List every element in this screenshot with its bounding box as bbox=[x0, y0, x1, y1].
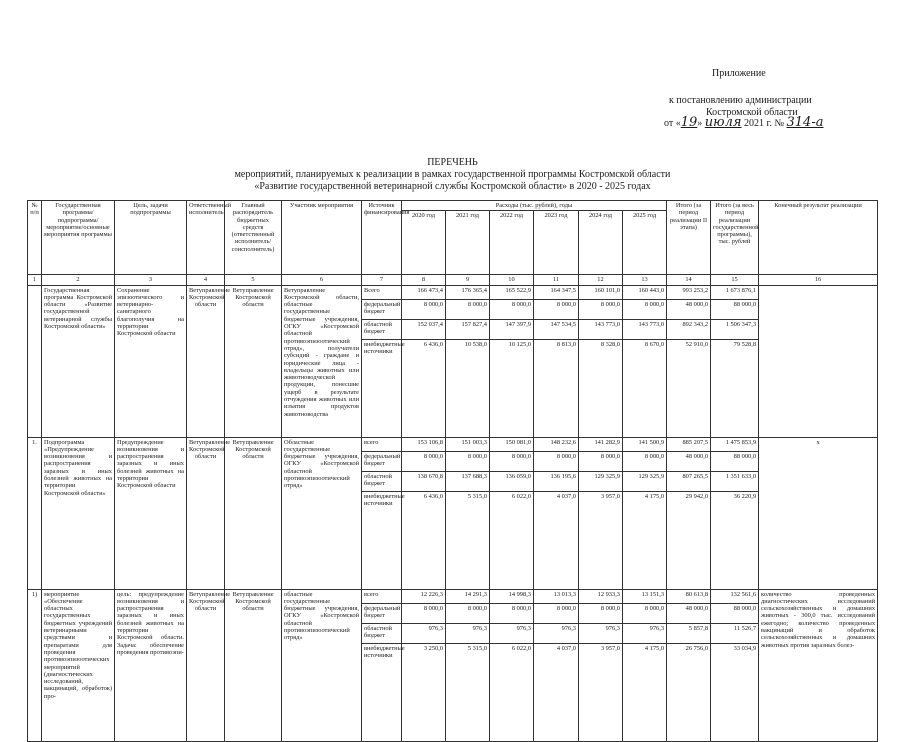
section-num: 1) bbox=[28, 589, 42, 741]
expense-value: 976,3 bbox=[402, 623, 446, 643]
expense-value: 8 000,0 bbox=[623, 299, 667, 319]
expense-value: 5 315,0 bbox=[446, 491, 490, 589]
expense-value: 136 059,0 bbox=[490, 471, 534, 491]
expense-value: 11 526,7 bbox=[711, 623, 759, 643]
expense-value: 10 125,0 bbox=[490, 339, 534, 437]
expense-value: 129 325,9 bbox=[623, 471, 667, 491]
funding-source: всего bbox=[362, 437, 402, 451]
expense-value: 8 000,0 bbox=[490, 603, 534, 623]
table-row bbox=[28, 437, 878, 451]
funding-source: внебюджетные источники bbox=[362, 643, 402, 741]
hdr-total-stage2: Итого (за период реализации II этапа) bbox=[667, 201, 711, 275]
section-goal: Сохранение эпизоотического и ветеринарно-санитарного благополучия на территории Костромской области bbox=[115, 285, 187, 437]
expense-value: 147 534,5 bbox=[534, 319, 579, 339]
funding-source: Всего bbox=[362, 285, 402, 299]
expense-value: 1 351 633,0 bbox=[711, 471, 759, 491]
expense-value: 8 000,0 bbox=[579, 299, 623, 319]
date-mid: » bbox=[697, 118, 703, 129]
hdr-source: Источник финансирования bbox=[362, 201, 402, 275]
expense-value: 79 528,8 bbox=[711, 339, 759, 437]
expense-value: 136 195,6 bbox=[534, 471, 579, 491]
column-number: 11 bbox=[534, 275, 579, 285]
funding-source: федеральный бюджет bbox=[362, 299, 402, 319]
column-number: 15 bbox=[711, 275, 759, 285]
doc-subtitle-1: мероприятий, планируемых к реализации в рамках государственной программы Костромской области bbox=[234, 169, 671, 180]
column-number: 13 bbox=[623, 275, 667, 285]
section-num: 1. bbox=[28, 437, 42, 589]
section-result: количество проведенных диагностических исследований сельскохозяйственных и домашних животных - 300,0 тыс. исследований ежегодно; количество проведенных вакцинаций и обработок сельскохозяйственных и домашних животных против заразных болез- bbox=[759, 589, 878, 741]
expense-value: 138 670,8 bbox=[402, 471, 446, 491]
hdr-goal: Цель, задачи подпрограммы bbox=[115, 201, 187, 275]
expense-value: 132 561,6 bbox=[711, 589, 759, 603]
hdr-year-5: 2024 год bbox=[579, 211, 623, 275]
section-executor: Ветуправление Костромской области bbox=[187, 589, 225, 741]
column-numbers-row bbox=[28, 275, 878, 285]
hdr-name: Государственная программа/ подпрограмма/мероприятие/основные мероприятия программы bbox=[42, 201, 115, 275]
expense-value: 153 106,8 bbox=[402, 437, 446, 451]
expense-value: 8 000,0 bbox=[446, 451, 490, 471]
expense-value: 48 000,0 bbox=[667, 451, 711, 471]
funding-source: федеральный бюджет bbox=[362, 603, 402, 623]
section-name: мероприятие «Обеспечение областных государственных бюджетных учреждений ветеринарными средствами и препаратами для проведения противоэпизоотических мероприятий (диагностических исследований, вакцинаций, обработок) про- bbox=[42, 589, 115, 741]
hdr-year-3: 2022 год bbox=[490, 211, 534, 275]
column-number: 7 bbox=[362, 275, 402, 285]
expense-value: 29 942,0 bbox=[667, 491, 711, 589]
funding-source: областной бюджет bbox=[362, 471, 402, 491]
section-executor: Ветуправление Костромской области bbox=[187, 437, 225, 589]
decree-number-handwritten: 314-а bbox=[786, 115, 824, 130]
expense-value: 8 000,0 bbox=[490, 451, 534, 471]
expense-value: 12 226,3 bbox=[402, 589, 446, 603]
expense-value: 160 443,0 bbox=[623, 285, 667, 299]
hdr-year-2: 2021 год bbox=[446, 211, 490, 275]
expense-value: 14 291,3 bbox=[446, 589, 490, 603]
section-name: Подпрограмма «Предупреждение возникновения и распространения заразных и иных болезней животных на территории Костромской области» bbox=[42, 437, 115, 589]
funding-source: федеральный бюджет bbox=[362, 451, 402, 471]
expense-value: 164 347,5 bbox=[534, 285, 579, 299]
expense-value: 143 773,0 bbox=[623, 319, 667, 339]
expense-value: 1 506 347,3 bbox=[711, 319, 759, 339]
expense-value: 141 500,9 bbox=[623, 437, 667, 451]
hdr-result: Конечный результат реализации bbox=[759, 201, 878, 275]
expense-value: 8 328,0 bbox=[579, 339, 623, 437]
date-year: 2021 г. № bbox=[744, 118, 785, 129]
section-manager: Ветуправление Костромской области bbox=[225, 589, 282, 741]
expense-value: 13 013,3 bbox=[534, 589, 579, 603]
expense-value: 148 232,6 bbox=[534, 437, 579, 451]
expense-value: 12 933,3 bbox=[579, 589, 623, 603]
hdr-num: № п/п bbox=[28, 201, 42, 275]
expense-value: 26 756,0 bbox=[667, 643, 711, 741]
expense-value: 8 000,0 bbox=[534, 603, 579, 623]
expense-value: 48 000,0 bbox=[667, 603, 711, 623]
expense-value: 8 000,0 bbox=[579, 603, 623, 623]
expense-value: 14 998,3 bbox=[490, 589, 534, 603]
decree-date-line bbox=[664, 117, 823, 130]
expense-value: 52 910,0 bbox=[667, 339, 711, 437]
expense-value: 8 813,0 bbox=[534, 339, 579, 437]
expense-value: 976,3 bbox=[446, 623, 490, 643]
column-number: 10 bbox=[490, 275, 534, 285]
column-number: 1 bbox=[28, 275, 42, 285]
section-manager: Ветуправление Костромской области bbox=[225, 285, 282, 437]
decree-line-2: Костромской области bbox=[706, 107, 798, 118]
expense-value: 976,3 bbox=[623, 623, 667, 643]
expense-value: 36 220,9 bbox=[711, 491, 759, 589]
expense-value: 8 000,0 bbox=[534, 451, 579, 471]
hdr-executor: Ответственный исполнитель bbox=[187, 201, 225, 275]
section-result: х bbox=[759, 437, 878, 589]
expense-value: 80 613,8 bbox=[667, 589, 711, 603]
section-manager: Ветуправление Костромской области bbox=[225, 437, 282, 589]
expense-value: 48 000,0 bbox=[667, 299, 711, 319]
hdr-year-6: 2025 год bbox=[623, 211, 667, 275]
expense-value: 8 670,0 bbox=[623, 339, 667, 437]
expense-value: 1 673 876,1 bbox=[711, 285, 759, 299]
date-day-handwritten: 19 bbox=[680, 115, 698, 130]
expense-value: 976,3 bbox=[579, 623, 623, 643]
expense-value: 8 000,0 bbox=[402, 451, 446, 471]
expense-value: 150 081,0 bbox=[490, 437, 534, 451]
expense-value: 152 037,4 bbox=[402, 319, 446, 339]
expense-value: 8 000,0 bbox=[490, 299, 534, 319]
expense-value: 166 473,4 bbox=[402, 285, 446, 299]
funding-source: областной бюджет bbox=[362, 623, 402, 643]
hdr-participant: Участник мероприятия bbox=[282, 201, 362, 275]
funding-source: областной бюджет bbox=[362, 319, 402, 339]
hdr-expenses: Расходы (тыс. рублей), годы bbox=[402, 201, 667, 211]
expense-value: 6 022,0 bbox=[490, 491, 534, 589]
expense-value: 976,3 bbox=[534, 623, 579, 643]
expense-value: 141 282,9 bbox=[579, 437, 623, 451]
table-row bbox=[28, 285, 878, 299]
expense-value: 8 000,0 bbox=[534, 299, 579, 319]
expense-value: 88 000,0 bbox=[711, 451, 759, 471]
expense-value: 807 265,5 bbox=[667, 471, 711, 491]
expense-value: 8 000,0 bbox=[579, 451, 623, 471]
date-prefix: от « bbox=[664, 118, 681, 129]
expense-value: 13 151,3 bbox=[623, 589, 667, 603]
column-number: 12 bbox=[579, 275, 623, 285]
hdr-year-1: 2020 год bbox=[402, 211, 446, 275]
expense-value: 88 000,0 bbox=[711, 603, 759, 623]
section-participant: Областные государственные бюджетные учреждения, ОГКУ «Костромской областной противоэпизоотический отряд» bbox=[282, 437, 362, 589]
table-row bbox=[28, 589, 878, 603]
doc-subtitle-2: «Развитие государственной ветеринарной службы Костромской области» в 2020 - 2025 годах bbox=[254, 181, 651, 192]
expense-value: 892 343,2 bbox=[667, 319, 711, 339]
expense-value: 4 175,0 bbox=[623, 491, 667, 589]
expense-value: 5 857,8 bbox=[667, 623, 711, 643]
expense-value: 3 957,0 bbox=[579, 491, 623, 589]
section-num bbox=[28, 285, 42, 437]
section-participant: Ветуправление Костромской области, областные государственные бюджетные учреждения, ОГКУ «Костромской областной противоэпизоотический отряд», получатели субсидий - граждане и юридические лица - владельцы животных или животноводческой продукции, понесшие ущерб в результате отчуждения животных или изъятия продуктов животноводства bbox=[282, 285, 362, 437]
section-name: Государственная программа Костромской области «Развитие государственной ветеринарной службы Костромской области» bbox=[42, 285, 115, 437]
expense-value: 165 522,9 bbox=[490, 285, 534, 299]
section-goal: цель: предупреждение возникновения и распространения заразных и иных болезней животных на территории Костромской области. Задача: обеспечение проведения противоэпи- bbox=[115, 589, 187, 741]
column-number: 5 bbox=[225, 275, 282, 285]
section-executor: Ветуправление Костромской области bbox=[187, 285, 225, 437]
hdr-year-4: 2023 год bbox=[534, 211, 579, 275]
expense-value: 151 003,3 bbox=[446, 437, 490, 451]
funding-source: внебюджетные источники bbox=[362, 339, 402, 437]
expense-value: 6 022,0 bbox=[490, 643, 534, 741]
expense-value: 885 207,5 bbox=[667, 437, 711, 451]
expense-value: 3 250,0 bbox=[402, 643, 446, 741]
expense-value: 8 000,0 bbox=[402, 299, 446, 319]
expense-value: 143 773,0 bbox=[579, 319, 623, 339]
column-number: 8 bbox=[402, 275, 446, 285]
column-number: 16 bbox=[759, 275, 878, 285]
date-month-handwritten: июля bbox=[704, 115, 742, 130]
expense-value: 129 325,9 bbox=[579, 471, 623, 491]
expense-value: 6 436,0 bbox=[402, 339, 446, 437]
expense-value: 4 037,0 bbox=[534, 491, 579, 589]
column-number: 4 bbox=[187, 275, 225, 285]
expense-value: 8 000,0 bbox=[623, 603, 667, 623]
expense-value: 33 034,9 bbox=[711, 643, 759, 741]
expense-value: 1 475 853,9 bbox=[711, 437, 759, 451]
expense-value: 8 000,0 bbox=[446, 299, 490, 319]
expense-value: 4 037,0 bbox=[534, 643, 579, 741]
expense-value: 8 000,0 bbox=[402, 603, 446, 623]
column-number: 2 bbox=[42, 275, 115, 285]
expense-value: 4 175,0 bbox=[623, 643, 667, 741]
header-row-1 bbox=[28, 201, 878, 211]
column-number: 6 bbox=[282, 275, 362, 285]
expense-value: 157 827,4 bbox=[446, 319, 490, 339]
hdr-manager: Главный распорядитель бюджетных средств (ответственный исполнитель/соисполнитель) bbox=[225, 201, 282, 275]
appendix-label: Приложение bbox=[712, 68, 766, 79]
column-number: 9 bbox=[446, 275, 490, 285]
expense-value: 976,3 bbox=[490, 623, 534, 643]
section-goal: Предупреждение возникновения и распространения заразных и иных болезней животных на территории Костромской области bbox=[115, 437, 187, 589]
decree-line-1: к постановлению администрации bbox=[669, 95, 812, 106]
expense-value: 147 397,9 bbox=[490, 319, 534, 339]
expense-value: 5 315,0 bbox=[446, 643, 490, 741]
expense-value: 137 688,3 bbox=[446, 471, 490, 491]
hdr-total-all: Итого (за весь период реализации государственной программы), тыс. рублей bbox=[711, 201, 759, 275]
funding-source: всего bbox=[362, 589, 402, 603]
column-number: 14 bbox=[667, 275, 711, 285]
expense-value: 3 957,0 bbox=[579, 643, 623, 741]
measures-table bbox=[27, 200, 878, 742]
expense-value: 88 000,0 bbox=[711, 299, 759, 319]
section-participant: областные государственные бюджетные учреждения, ОГКУ «Костромской областной противоэпизоотический отряд» bbox=[282, 589, 362, 741]
doc-title: ПЕРЕЧЕНЬ bbox=[427, 157, 478, 168]
expense-value: 993 253,2 bbox=[667, 285, 711, 299]
funding-source: внебюджетные источники bbox=[362, 491, 402, 589]
expense-value: 160 101,0 bbox=[579, 285, 623, 299]
column-number: 3 bbox=[115, 275, 187, 285]
expense-value: 8 000,0 bbox=[623, 451, 667, 471]
expense-value: 10 538,0 bbox=[446, 339, 490, 437]
expense-value: 176 365,4 bbox=[446, 285, 490, 299]
expense-value: 6 436,0 bbox=[402, 491, 446, 589]
section-result bbox=[759, 285, 878, 437]
expense-value: 8 000,0 bbox=[446, 603, 490, 623]
